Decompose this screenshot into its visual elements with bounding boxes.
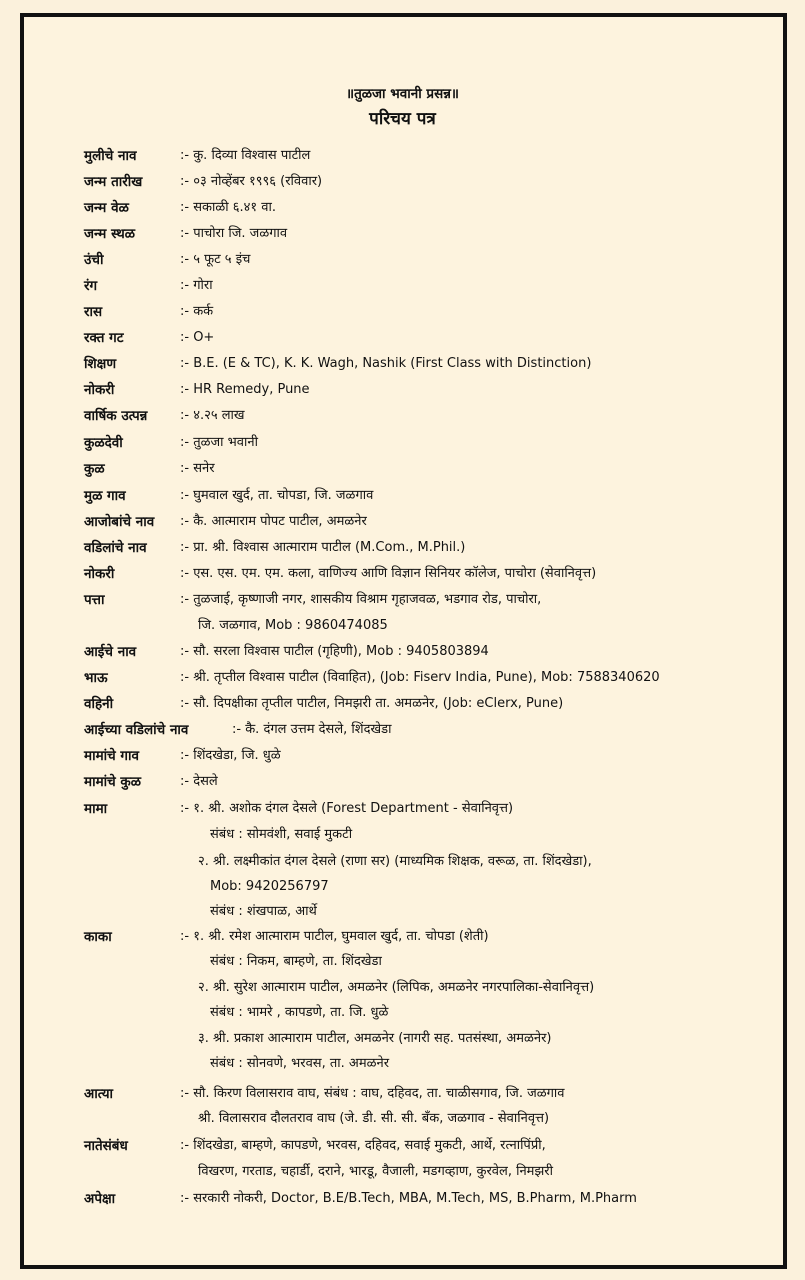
- field-value: :- एस. एस. एम. एम. कला, वाणिज्य आणि विज्ञान सिनियर कॉलेज, पाचोरा (सेवानिवृत्त): [180, 566, 597, 581]
- field-value: २. श्री. लक्ष्मीकांत दंगल देसले (राणा सर) (माध्यमिक शिक्षक, वरूळ, ता. शिंदखेडा),: [198, 854, 592, 869]
- field-label: रंग: [84, 278, 98, 294]
- field-value: :- कै. आत्माराम पोपट पाटील, अमळनेर: [180, 514, 367, 529]
- field-value: ३. श्री. प्रकाश आत्माराम पाटील, अमळनेर (नागरी सह. पतसंस्था, अमळनेर): [198, 1031, 552, 1046]
- field-value: संबंध : सोमवंशी, सवाई मुकटी: [210, 827, 353, 842]
- field-label: कुळ: [84, 461, 105, 477]
- field-value: :- सकाळी ६.४१ वा.: [180, 200, 276, 215]
- field-label: नोकरी: [84, 566, 115, 582]
- field-label: मामांचे कुळ: [84, 774, 142, 790]
- field-value: :- B.E. (E & TC), K. K. Wagh, Nashik (First Class with Distinction): [180, 356, 592, 371]
- field-value-continued: विखरण, गरताड, चहार्डी, दराने, भारडू, वैजाली, मडगव्हाण, कुरवेल, निमझरी: [198, 1164, 553, 1179]
- field-value: संबंध : शंखपाळ, आर्थे: [210, 904, 317, 919]
- field-value: :- सनेर: [180, 461, 215, 476]
- field-value: :- सौ. सरला विश्वास पाटील (गृहिणी), Mob : 9405803894: [180, 644, 489, 659]
- field-label: आजोबांचे नाव: [84, 514, 155, 530]
- document-border: [20, 13, 787, 1269]
- field-label: शिक्षण: [84, 356, 117, 372]
- field-label: जन्म स्थळ: [84, 226, 135, 242]
- field-value: :- तुळजा भवानी: [180, 435, 258, 450]
- field-value: :- शिंदखेडा, बाम्हणे, कापडणे, भरवस, दहिवद, सवाई मुकटी, आर्थे, रत्नापिंप्री,: [180, 1138, 546, 1153]
- field-value: संबंध : भामरे , कापडणे, ता. जि. धुळे: [210, 1005, 389, 1020]
- field-label: उंची: [84, 252, 104, 268]
- field-label: नोकरी: [84, 382, 115, 398]
- field-value: :- श्री. तृप्तील विश्वास पाटील (विवाहित), (Job: Fiserv India, Pune), Mob: 7588340620: [180, 670, 660, 685]
- field-value: :- सौ. दिपक्षीका तृप्तील पाटील, निमझरी ता. अमळनेर, (Job: eClerx, Pune): [180, 696, 564, 711]
- field-label: अपेक्षा: [84, 1191, 116, 1207]
- field-label: मुलीचे नाव: [84, 148, 137, 164]
- field-label: आईच्या वडिलांचे नाव: [84, 722, 189, 738]
- field-label: रक्त गट: [84, 330, 124, 346]
- field-label: कुळदेवी: [84, 435, 123, 451]
- field-value: :- O+: [180, 330, 215, 345]
- field-value: :- देसले: [180, 774, 218, 789]
- field-value: :- १. श्री. अशोक दंगल देसले (Forest Department - सेवानिवृत्त): [180, 801, 514, 816]
- field-value: :- सौ. किरण विलासराव वाघ, संबंध : वाघ, दहिवद, ता. चाळीसगाव, जि. जळगाव: [180, 1086, 565, 1101]
- field-value-continued: जि. जळगाव, Mob : 9860474085: [198, 618, 388, 633]
- field-value-continued: श्री. विलासराव दौलतराव वाघ (जे. डी. सी. सी. बँक, जळगाव - सेवानिवृत्त): [198, 1111, 550, 1126]
- field-value: :- HR Remedy, Pune: [180, 382, 310, 397]
- field-label: जन्म तारीख: [84, 174, 143, 190]
- field-label: वडिलांचे नाव: [84, 540, 147, 556]
- field-value: :- कु. दिव्या विश्वास पाटील: [180, 148, 311, 163]
- field-value: २. श्री. सुरेश आत्माराम पाटील, अमळनेर (लिपिक, अमळनेर नगरपालिका-सेवानिवृत्त): [198, 980, 595, 995]
- field-label: जन्म वेळ: [84, 200, 129, 216]
- field-value: :- कर्क: [180, 304, 214, 319]
- field-label: मामा: [84, 801, 108, 817]
- field-value: :- सरकारी नोकरी, Doctor, B.E/B.Tech, MBA, M.Tech, MS, B.Pharm, M.Pharm: [180, 1191, 637, 1206]
- field-value: :- शिंदखेडा, जि. धुळे: [180, 748, 281, 763]
- field-label: मुळ गाव: [84, 488, 126, 504]
- document-title: परिचय पत्र: [369, 109, 436, 129]
- field-value: :- १. श्री. रमेश आत्माराम पाटील, घुमवाल खुर्द, ता. चोपडा (शेती): [180, 929, 489, 944]
- field-value: :- कै. दंगल उत्तम देसले, शिंदखेडा: [232, 722, 392, 737]
- field-value: :- तुळजाई, कृष्णाजी नगर, शासकीय विश्राम गृहाजवळ, भडगाव रोड, पाचोरा,: [180, 592, 542, 607]
- field-label: रास: [84, 304, 103, 320]
- field-value: :- ५ फूट ५ इंच: [180, 252, 251, 267]
- field-value: :- घुमवाल खुर्द, ता. चोपडा, जि. जळगाव: [180, 488, 374, 503]
- invocation-line: ॥तुळजा भवानी प्रसन्न॥: [345, 86, 460, 102]
- field-value: Mob: 9420256797: [210, 879, 329, 894]
- field-value: :- गोरा: [180, 278, 213, 293]
- field-label: मामांचे गाव: [84, 748, 140, 764]
- field-value: :- ४.२५ लाख: [180, 408, 245, 423]
- field-label: आईचे नाव: [84, 644, 137, 660]
- field-value: :- पाचोरा जि. जळगाव: [180, 226, 288, 241]
- field-label: काका: [84, 929, 112, 945]
- field-value: संबंध : सोनवणे, भरवस, ता. अमळनेर: [210, 1056, 390, 1071]
- field-value: :- ०३ नोव्हेंबर १९९६ (रविवार): [180, 174, 323, 189]
- field-label: भाऊ: [84, 670, 108, 686]
- field-label: नातेसंबंध: [84, 1138, 128, 1154]
- field-label: आत्या: [84, 1086, 114, 1102]
- field-value: संबंध : निकम, बाम्हणे, ता. शिंदखेडा: [210, 954, 382, 969]
- field-value: :- प्रा. श्री. विश्वास आत्माराम पाटील (M.Com., M.Phil.): [180, 540, 466, 555]
- field-label: पत्ता: [84, 592, 105, 608]
- field-label: वहिनी: [84, 696, 114, 712]
- field-label: वार्षिक उत्पन्न: [84, 408, 148, 424]
